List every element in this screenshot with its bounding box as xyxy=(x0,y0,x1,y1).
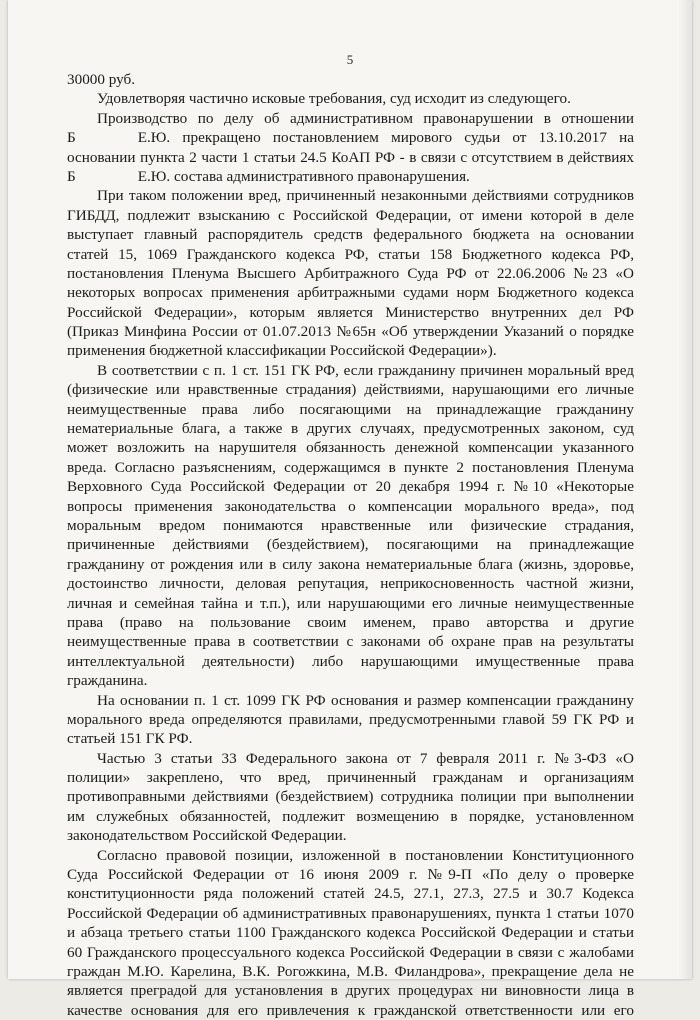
text-line: неимущественные права в соответствии с законами об охране прав на результаты xyxy=(67,633,634,651)
text-line: Частью 3 статьи 33 Федерального закона от 7 февраля 2011 г. №3-ФЗ «О xyxy=(97,749,634,767)
text-line: конституционности ряда положений статей 24.5, 27.1, 27.3, 27.5 и 30.7 Кодекса xyxy=(67,885,634,903)
text-line: граждан М.Ю. Карелина, В.К. Рогожкина, М.В. Филандрова», прекращение дела не xyxy=(67,962,634,980)
text-line: моральным вредом понимаются нравственные или физические страдания, xyxy=(67,516,634,534)
text-line: постановления Пленума Высшего Арбитражного Суда РФ от 22.06.2006 №23 «О xyxy=(67,264,634,282)
text-line: неимущественные права либо посягающими на принадлежащие гражданину xyxy=(67,400,634,418)
text-line: Суда Российской Федерации от 16 июня 2009 г. №9-П «По делу о проверке xyxy=(67,866,634,884)
text-line: Российской Федерации», которым является Министерство внутренних дел РФ xyxy=(67,303,634,321)
redacted-surname-initial: Б xyxy=(67,167,76,185)
redaction-gap xyxy=(76,167,138,186)
page-number: 5 xyxy=(346,52,354,67)
text-line: гражданину от рождения или в силу закона нематериальные блага (жизнь, здоровье, xyxy=(67,555,634,573)
document-page xyxy=(8,0,692,1019)
text-line: статьей 151 ГК РФ. xyxy=(67,730,193,748)
text-line: права (право на пользование своим именем, право авторства и другие xyxy=(67,613,634,631)
text-line: основании пункта 2 части 1 статьи 24.5 КоАП РФ - в связи с отсутствием в действиях xyxy=(67,148,634,166)
text-line: личная и семейная тайна и т.п.), или нарушающими его личные неимущественные xyxy=(67,594,634,612)
text-line: Е.Ю. состава административного правонарушения. xyxy=(137,167,470,185)
text-line: морального вреда определяются правилами, предусмотренными главой 59 ГК РФ и xyxy=(67,710,634,728)
text-line: противоправными действиями (бездействием) сотрудника полиции при выполнении xyxy=(67,788,634,806)
text-line: вопросы применения законодательства о компенсации морального вреда», под xyxy=(67,497,634,515)
text-line: 30000 руб. xyxy=(67,71,136,88)
text-line: законодательством Российской Федерации. xyxy=(67,827,347,845)
text-line: Согласно правовой позиции, изложенной в постановлении Конституционного xyxy=(97,846,634,864)
text-line: и абзаца третьего статьи 1100 Гражданского кодекса Российской Федерации и статьи xyxy=(67,924,634,942)
text-line: может возложить на нарушителя обязанность денежной компенсации указанного xyxy=(67,439,634,457)
text-line-redacted xyxy=(67,128,634,147)
text-line: В соответствии с п. 1 ст. 151 ГК РФ, если гражданину причинен моральный вред xyxy=(97,361,634,379)
text-line: интеллектуальной деятельности) либо нарушающими имущественные права xyxy=(67,652,634,670)
text-line: причиненные действиями (бездействием), посягающими на принадлежащие xyxy=(67,536,634,554)
text-line: Верховного Суда Российской Федерации от 20 декабря 1994 г. №10 «Некоторые xyxy=(67,478,634,496)
redacted-surname-initial: Б xyxy=(67,129,76,147)
text-line: 60 Гражданского процессуального кодекса Российской Федерации в связи с жалобами xyxy=(67,943,634,961)
text-line: нематериальные блага, а также в других случаях, предусмотренных законом, суд xyxy=(67,420,634,438)
page-edge-shadow xyxy=(678,0,692,979)
text-line: Е.Ю. прекращено постановлением мирового судьи от 13.10.2017 на xyxy=(137,129,634,147)
text-line-redacted xyxy=(67,167,634,186)
text-line: некоторых вопросах применения арбитражными судами норм Бюджетного кодекса xyxy=(67,284,634,302)
text-line: им служебных обязанностей, подлежит возмещению в порядке, установленном xyxy=(67,807,634,825)
text-line: статей 15, 1069 Гражданского кодекса РФ, статьи 158 Бюджетного кодекса РФ, xyxy=(67,245,634,263)
text-line: Российской Федерации об административных правонарушениях, пункта 1 статьи 1070 xyxy=(67,904,634,922)
text-line: гражданина. xyxy=(67,672,148,690)
text-line: ГИБДД, подлежит взысканию с Российской Федерации, от имени которой в деле xyxy=(67,206,634,224)
text-line: На основании п. 1 ст. 1099 ГК РФ основания и размер компенсации гражданину xyxy=(97,691,634,709)
text-line: выступает главный распорядитель средств федерального бюджета на основании xyxy=(67,226,634,244)
body-text xyxy=(67,70,634,1020)
text-line: Производство по делу об административном правонарушении в отношении xyxy=(97,109,634,127)
text-line: является преградой для установления в других процедурах ни виновности лица в xyxy=(67,982,634,1000)
redaction-gap xyxy=(76,128,138,147)
text-line: вреда. Согласно разъяснениям, содержащимся в пункте 2 постановления Пленума xyxy=(67,458,634,476)
text-line: (физические или нравственные страдания) действиями, нарушающими его личные xyxy=(67,381,634,399)
text-line: применения бюджетной классификации Российской Федерации»). xyxy=(67,342,497,360)
text-line: При таком положении вред, причиненный незаконными действиями сотрудников xyxy=(97,187,634,205)
text-line: (Приказ Минфина России от 01.07.2013 №65н «Об утверждении Указаний о порядке xyxy=(67,323,634,341)
text-line: достоинство личности, деловая репутация, неприкосновенность частной жизни, xyxy=(67,575,634,593)
text-line: полиции» закреплено, что вред, причиненный гражданам и организациям xyxy=(67,769,634,787)
text-line: Удовлетворяя частично исковые требования, суд исходит из следующего. xyxy=(97,90,571,108)
text-line: качестве основания для его привлечения к гражданской ответственности или его xyxy=(67,1001,634,1019)
